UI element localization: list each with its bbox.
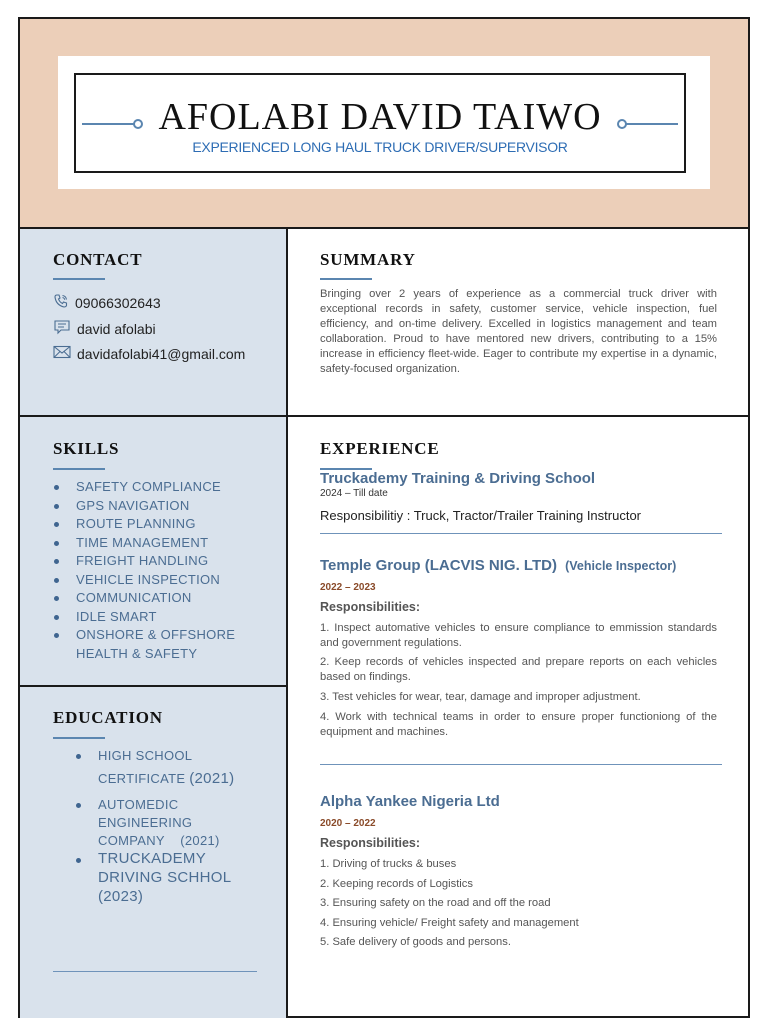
education-item-1-line2 (98, 770, 234, 789)
education-item-2-line1: AUTOMEDIC (98, 797, 179, 812)
header-card (58, 56, 710, 189)
contact-email[interactable] (53, 345, 245, 362)
candidate-title: EXPERIENCED LONG HAUL TRUCK DRIVER/SUPERVISOR (192, 139, 568, 155)
bullet-icon (76, 803, 81, 808)
education-underline (53, 737, 105, 739)
job-1-responsibility: Responsibilitiy : Truck, Tractor/Trailer Training Instructor (320, 508, 642, 523)
education-item-1-line1: HIGH SCHOOL (98, 748, 193, 763)
skills-underline (53, 468, 105, 470)
phone-number: 09066302643 (75, 294, 161, 311)
list-item-continuation: HEALTH & SAFETY (76, 645, 198, 661)
header-box (74, 73, 686, 173)
job-2-responsibilities-label: Responsibilities: (320, 600, 421, 614)
skills-heading: SKILLS (53, 439, 120, 458)
list-item: IDLE SMART (76, 608, 235, 627)
education-item-2-line3: COMPANY (2021) (98, 833, 220, 848)
list-item: TIME MANAGEMENT (76, 534, 235, 553)
header-band (20, 19, 748, 229)
education-item-2-line2: ENGINEERING (98, 815, 193, 830)
job-3-responsibilities-label: Responsibilities: (320, 836, 421, 850)
education-item-3-line1: TRUCKADEMY (98, 850, 207, 867)
job-2-divider (320, 764, 722, 765)
job-2-company: Temple Group (LACVIS NIG. LTD) (320, 557, 557, 574)
education-heading: EDUCATION (53, 708, 163, 727)
summary-heading: SUMMARY (320, 250, 416, 269)
job-2-company-line (320, 557, 676, 574)
list-item: GPS NAVIGATION (76, 497, 235, 516)
job-3-dates: 2020 – 2022 (320, 818, 376, 829)
bullet-icon (76, 754, 81, 759)
summary-underline (320, 278, 372, 280)
education-item-1-certificate: CERTIFICATE (98, 771, 186, 786)
experience-heading: EXPERIENCE (320, 439, 440, 458)
job-3-responsibility-2: 2. Keeping records of Logistics (320, 878, 473, 890)
job-2-responsibility-1: 1. Inspect automative vehicles to ensure compliance to emmission standards and government regulations. (320, 622, 717, 649)
summary-text: Bringing over 2 years of experience as a commercial truck driver with exceptional records in safety, customer service, vehicle inspection, fuel efficiency, and on-time delivery. Excelled in logistics management and team collaboration. Proud to have mentored new drivers, contributing to a 15% increase in efficiency fleet-wide. Eager to contribute my expertise in a dynamic, safety-focused organization. (320, 288, 717, 375)
contact-heading: CONTACT (53, 250, 143, 269)
chat-handle: david afolabi (77, 320, 156, 337)
education-bottom-rule (53, 971, 257, 972)
resume-page (18, 17, 750, 1018)
list-item: COMMUNICATION (76, 589, 235, 608)
education-item-1-year: (2021) (189, 770, 235, 787)
job-1-dates: 2024 – Till date (320, 488, 388, 499)
education-item-3-line3: (2023) (98, 888, 144, 905)
bullet-icon (76, 858, 81, 863)
phone-icon (53, 293, 75, 312)
email-address: davidafolabi41@gmail.com (77, 345, 246, 362)
job-3-responsibility-1: 1. Driving of trucks & buses (320, 858, 457, 870)
contact-chat[interactable] (53, 319, 156, 338)
contact-phone[interactable] (53, 293, 161, 312)
list-item: ROUTE PLANNING (76, 515, 235, 534)
section-divider-2 (20, 685, 286, 687)
list-item: VEHICLE INSPECTION (76, 571, 235, 590)
job-3-company: Alpha Yankee Nigeria Ltd (320, 793, 500, 810)
job-2-responsibility-3: 3. Test vehicles for wear, tear, damage and improper adjustment. (320, 691, 641, 703)
job-1-company: Truckademy Training & Driving School (320, 470, 596, 487)
section-divider-1 (20, 415, 748, 417)
job-3-responsibility-3: 3. Ensuring safety on the road and off the road (320, 897, 551, 909)
job-2-responsibility-4: 4. Work with technical teams in order to ensure proper functioniong of the equipment and machines. (320, 711, 717, 738)
job-2-role: (Vehicle Inspector) (565, 559, 677, 573)
education-item-3-line2: DRIVING SCHHOL (98, 869, 232, 886)
job-1-divider (320, 533, 722, 534)
chat-icon (53, 319, 77, 338)
list-item: SAFETY COMPLIANCE (76, 478, 235, 497)
skills-list (76, 478, 235, 663)
candidate-name: AFOLABI DAVID TAIWO (158, 96, 602, 138)
job-3-responsibility-4: 4. Ensuring vehicle/ Freight safety and management (320, 917, 579, 929)
job-3-responsibility-5: 5. Safe delivery of goods and persons. (320, 936, 511, 948)
job-2-responsibility-2: 2. Keep records of vehicles inspected and prepare reports on each vehicles based on findings. (320, 656, 717, 683)
job-2-dates: 2022 – 2023 (320, 582, 376, 593)
list-item: ONSHORE & OFFSHORE (76, 626, 235, 645)
list-item: FREIGHT HANDLING (76, 552, 235, 571)
contact-underline (53, 278, 105, 280)
mail-icon (53, 345, 77, 362)
